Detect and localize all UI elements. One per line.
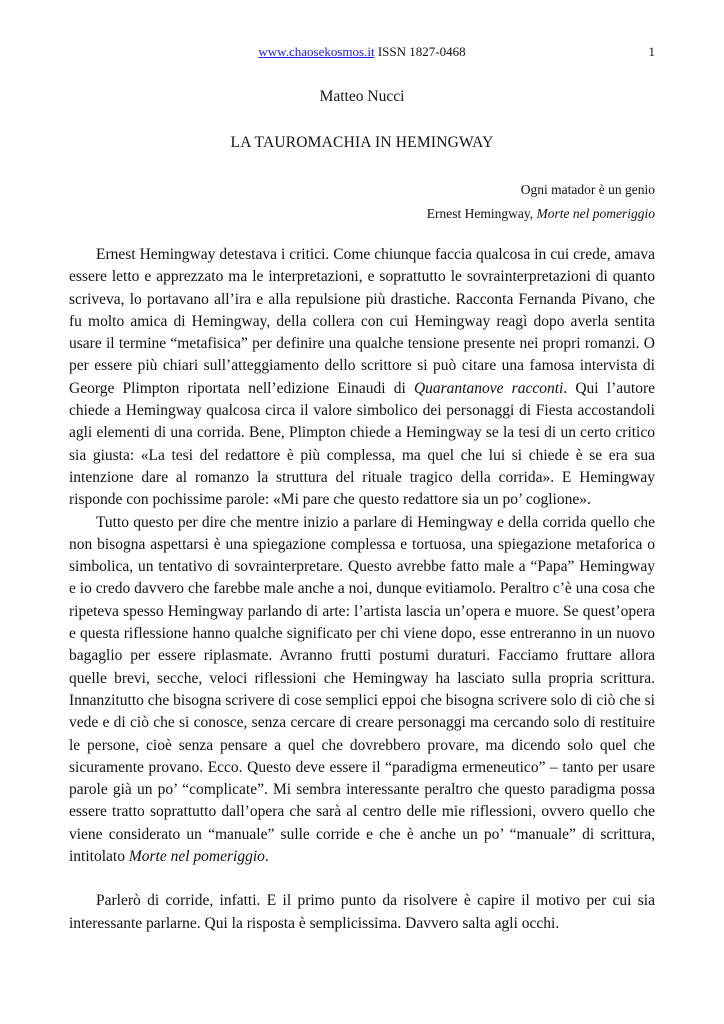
issn-text: ISSN 1827-0468 bbox=[374, 44, 466, 59]
epigraph-source bbox=[427, 202, 655, 226]
paragraph-2 bbox=[69, 512, 655, 869]
page-header bbox=[69, 44, 655, 60]
article-body bbox=[69, 244, 655, 935]
paragraph-2-text-a: Tutto questo per dire che mentre inizio a parlare di Hemingway e della corrida quello che non bisogna aspettarsi è una spiegazione complessa e tortuosa, una spiegazione metaforica o simbolica, un tentativo di sovrainterpretare. Questo avrebbe fatto male a “Papa” Hemingway e io credo davvero che farebbe male anche a noi, dunque evitiamolo. Peraltro c’è una cosa che ripeteva spesso Hemingway parlando di arte: l’artista lascia un’opera e muore. Se quest’opera e questa riflessione hanno qualche significato per chi viene dopo, esse entreranno in un nuovo bagaglio per essere riplasmate. Avranno frutti postumi duraturi. Facciamo fruttare allora quelle brevi, secche, veloci riflessioni che Hemingway ha lasciato sulla propria scrittura. Innanzitutto che bisogna scrivere di cose semplici eppoi che bisogna scrivere solo di ciò che si vede e di ciò che si conosce, senza cercare di creare personaggi ma cercando solo di restituire le persone, cioè senza pensare a quel che dovrebbero provare, ma dicendo solo quel che sicuramente provano. Ecco. Questo deve essere il “paradigma ermeneutico” – tanto per usare parole già un po’ “complicate”. Mi sembra interessante peraltro che questo paradigma possa essere tratto soprattutto dall’opera che sarà al centro delle mie riflessioni, ovvero quello che viene considerato un “manuale” sulle corride e che è anche un po’ “manuale” di scrittura, intitolato bbox=[69, 513, 655, 866]
page-number: 1 bbox=[648, 44, 655, 59]
paragraph-1-text-a: Ernest Hemingway detestava i critici. Come chiunque faccia qualcosa in cui crede, amava essere letto e apprezzato ma le interpretazioni, e soprattutto le sovrainterpretazioni di quanto scriveva, lo portavano all’ira e alla repulsione più drastiche. Racconta Fernanda Pivano, che fu molto amica di Hemingway, della collera con cui Hemingway reagì dopo averla sentita usare il termine “metafisica” per definire una qualche tensione presente nei propri romanzi. O per essere più chiari sull’atteggiamento dello scrittore si può citare una famosa intervista di George Plimpton riportata nell’edizione Einaudi di bbox=[69, 246, 655, 397]
epigraph-source-work: Morte nel pomeriggio bbox=[536, 206, 655, 221]
paragraph-3: Parlerò di corride, infatti. E il primo punto da risolvere è capire il motivo per cui sia interessante parlarne. Qui la risposta è semplicissima. Davvero salta agli occhi. bbox=[69, 892, 655, 932]
paragraph-1 bbox=[69, 244, 655, 512]
paragraph-2-text-b: . bbox=[264, 848, 269, 866]
epigraph-source-author: Ernest Hemingway, bbox=[426, 206, 537, 221]
book-title-quarantanove-racconti: Quarantanove racconti bbox=[413, 379, 564, 397]
article-title: LA TAUROMACHIA IN HEMINGWAY bbox=[230, 134, 494, 151]
epigraph bbox=[427, 178, 655, 226]
paragraph-1-text-b: . Qui l’autore chiede a Hemingway qualcosa circa il valore simbolico dei personaggi di Fiesta accostandoli agli elementi di una corrida. Bene, Plimpton chiede a Hemingway se la tesi di un certo critico sia giusta: «La tesi del redattore è più complessa, ma quel che lui si chiede è se era sua intenzione dare al romanzo la struttura del rituale tragico della corrida». E Hemingway risponde con pochissime parole: «Mi pare che questo redattore sia un po’ coglione». bbox=[69, 379, 655, 509]
author-name: Matteo Nucci bbox=[319, 88, 405, 105]
epigraph-quote: Ogni matador è un genio bbox=[520, 182, 655, 197]
website-link[interactable]: www.chaosekosmos.it bbox=[258, 44, 375, 59]
book-title-morte-nel-pomeriggio: Morte nel pomeriggio bbox=[128, 848, 265, 866]
